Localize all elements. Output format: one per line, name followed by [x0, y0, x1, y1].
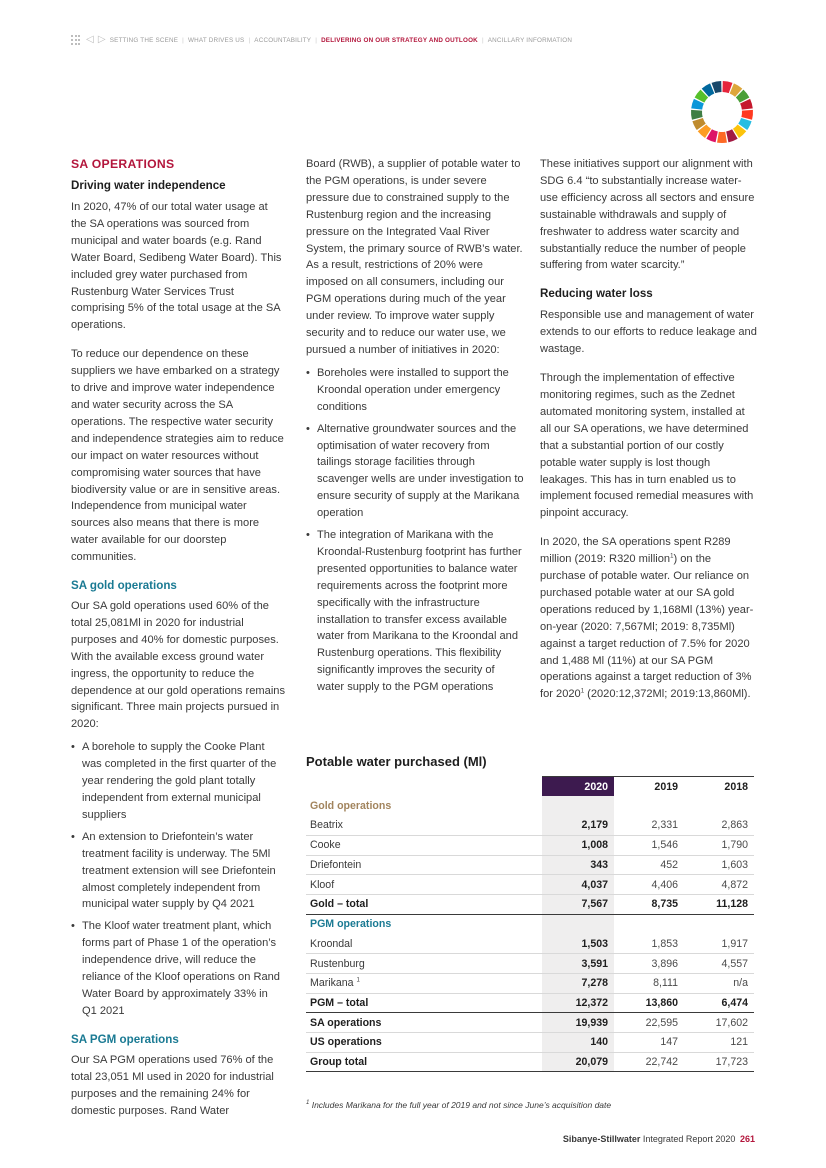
cell-2019: 22,742	[614, 1052, 684, 1072]
table-row	[306, 836, 754, 856]
group-row-gold	[306, 796, 754, 816]
cell-2020: 20,079	[542, 1052, 614, 1072]
total-row-gold	[306, 895, 754, 915]
table-title: Potable water purchased (Ml)	[306, 754, 487, 769]
row-label: Kloof	[306, 875, 542, 895]
header-blank	[306, 777, 542, 797]
page-footer	[563, 1134, 755, 1144]
row-label: PGM – total	[306, 993, 542, 1013]
cell-2020: 7,567	[542, 895, 614, 915]
paragraph: Board (RWB), a supplier of potable water to the PGM operations, is under severe pressure due to constrained supply to the Rustenburg region and the increasing pressure on the Integrated Vaal River System, the primary source of RWB’s water. As a result, restrictions of 20% were imposed on all consumers, including our PGM operations during much of the year under review. To improve water supply security and to reduce our water use, we pursued a number of initiatives in 2020:	[306, 158, 523, 356]
subheading-pgm-operations: SA PGM operations	[71, 1032, 179, 1046]
total-row-pgm	[306, 993, 754, 1013]
nav-setting-the-scene[interactable]: SETTING THE SCENE	[109, 36, 179, 44]
text-run: ) on the purchase of potable water. Our reliance on purchased potable water at our SA gold operations reduced by 1,168Ml (13%) year-on-year (2020: 7,567Ml; 2019: 8,735Ml) against a target reduction of 7.5% for 2020 and 1,488 Ml (11%) at our SA PGM operations against a target reduction of 3% for 2020	[540, 553, 754, 701]
footnote-text: Includes Marikana for the full year of 2019 and not since June’s acquisition date	[309, 1100, 612, 1110]
nav-divider: |	[315, 36, 318, 44]
list-item: • Boreholes were installed to support the Kroondal operation under emergency conditions	[306, 365, 524, 416]
table-row	[306, 816, 754, 836]
subheading-reducing-water-loss: Reducing water loss	[540, 287, 653, 301]
list-item: • The Kloof water treatment plant, which forms part of Phase 1 of the operation’s independence drive, will reduce the reliance of the Kloof operations on Rand Water Board by approximately 33% in Q1 2021	[71, 918, 285, 1019]
footnote-marker: 1	[356, 977, 360, 984]
back-arrow-icon[interactable]: ◁	[86, 34, 94, 45]
cell-2019: 2,331	[614, 816, 684, 836]
list-item: • Alternative groundwater sources and the optimisation of water recovery from tailings storage facilities through scavenger wells are under investigation to ensure security of supply at the Marikana operation	[306, 421, 524, 522]
forward-arrow-icon[interactable]: ▷	[97, 34, 106, 45]
cell-2018: 121	[684, 1032, 754, 1052]
nav-divider: |	[248, 36, 251, 44]
column-left	[71, 156, 285, 1131]
cell-2018: 1,917	[684, 934, 754, 954]
cell-2018: 17,723	[684, 1052, 754, 1072]
footnote-marker: 1	[306, 1100, 310, 1107]
cell-2020: 343	[542, 855, 614, 875]
cell-2020: 2,179	[542, 816, 614, 836]
cell-2019: 13,860	[614, 993, 684, 1013]
table-row	[306, 954, 754, 974]
cell-2018: 6,474	[684, 993, 754, 1013]
row-label: SA operations	[306, 1013, 542, 1033]
nav-divider: |	[182, 36, 184, 44]
row-label: Driefontein	[306, 855, 542, 875]
cell-2020: 7,278	[542, 973, 614, 993]
section-heading: SA OPERATIONS	[71, 157, 175, 171]
footnote-marker: 1	[580, 688, 585, 695]
row-label: Gold – total	[306, 895, 542, 915]
sdg-segment	[691, 110, 703, 120]
cell-2019: 147	[614, 1032, 684, 1052]
header-2018: 2018	[684, 777, 754, 797]
table-row-us	[306, 1032, 754, 1052]
cell-2018: 1,603	[684, 855, 754, 875]
table-header-row	[306, 777, 754, 797]
column-middle	[306, 156, 524, 708]
page-number: 261	[739, 1134, 755, 1144]
table-footnote	[306, 1100, 611, 1110]
cell-2019: 1,546	[614, 836, 684, 856]
nav-divider: |	[481, 36, 484, 44]
paragraph: In 2020, 47% of our total water usage at the SA operations was sourced from municipal and water boards (e.g. Rand Water Board, Sedibeng Water Board). This included grey water purchased from Rustenburg Water Services Trust comprising 5% of the total usage at the SA operations.	[71, 201, 282, 332]
potable-water-table	[306, 776, 754, 1072]
text-run: In 2020, the SA operations spent R289 million (2019: R320 million	[540, 536, 731, 566]
table-row	[306, 875, 754, 895]
header-2019: 2019	[614, 777, 684, 797]
nav-accountability[interactable]: ACCOUNTABILITY	[254, 36, 312, 44]
bullet-list	[306, 365, 524, 696]
sdg-wheel-icon	[689, 79, 755, 145]
paragraph: Through the implementation of effective monitoring regimes, such as the Zednet automated monitoring system, installed at all our SA operations, we have determined that a substantial portion of our costly potable water supply is lost though leakages. This has in turn enabled us to implement focused remedial measures with pinpoint accuracy.	[540, 372, 754, 520]
header-2020: 2020	[542, 777, 614, 797]
cell-2020: 1,503	[542, 934, 614, 954]
paragraph: These initiatives support our alignment with SDG 6.4 “to substantially increase water-use efficiency across all sectors and ensure sustainable withdrawals and supply of freshwater to address water scarcity and substantially reduce the number of people suffering from water scarcity.”	[540, 158, 755, 272]
list-item: • The integration of Marikana with the Kroondal-Rustenburg footprint has further presented opportunities to balance water requirements across the footprint more specifically with the infrastructure installation to transfer excess available water from Marikana to the Kroondal and Rustenburg operations. This flexibility significantly improves the security of water supply to the PGM operations	[306, 527, 524, 696]
bullet-list	[71, 739, 285, 1020]
cell-2018: n/a	[684, 973, 754, 993]
cell-2020: 140	[542, 1032, 614, 1052]
cell-2018: 4,557	[684, 954, 754, 974]
subheading-water-independence: Driving water independence	[71, 179, 226, 192]
footer-report: Integrated Report 2020	[640, 1134, 736, 1144]
cell-2019: 22,595	[614, 1013, 684, 1033]
cell-2019: 3,896	[614, 954, 684, 974]
row-label: Kroondal	[306, 934, 542, 954]
table-row	[306, 934, 754, 954]
paragraph: Our SA gold operations used 60% of the total 25,081Ml in 2020 for industrial purposes and 40% for domestic purposes. With the available excess ground water ingress, the opportunity to reduce the dependence at our gold operations remains significant. Three main projects pursued in 2020:	[71, 600, 286, 731]
sdg-segment	[717, 132, 727, 143]
row-label: US operations	[306, 1032, 542, 1052]
nav-what-drives-us[interactable]: WHAT DRIVES US	[188, 36, 245, 44]
paragraph: To reduce our dependence on these suppliers we have embarked on a strategy to drive and improve water independence and water security across the SA operations. The respective water security and independence strategies aim to reduce our impact on water resources without compromising water sources that have biodiversity value or are in sensitive areas. Independence from municipal water sources also means that there is more water available for our doorstep communities.	[71, 348, 284, 564]
footnote-marker: 1	[670, 553, 674, 560]
column-right	[540, 156, 758, 715]
nav-ancillary-information[interactable]: ANCILLARY INFORMATION	[487, 36, 573, 44]
row-label-text: Marikana	[310, 977, 354, 990]
group-label: Gold operations	[310, 800, 392, 813]
row-label	[306, 973, 542, 993]
cell-2020: 3,591	[542, 954, 614, 974]
cell-2018: 17,602	[684, 1013, 754, 1033]
cell-2020: 1,008	[542, 836, 614, 856]
nav-delivering-on-strategy[interactable]: DELIVERING ON OUR STRATEGY AND OUTLOOK	[321, 36, 478, 44]
cell-2018: 11,128	[684, 895, 754, 915]
cell-2019: 8,111	[614, 973, 684, 993]
row-label: Group total	[306, 1052, 542, 1072]
table-row	[306, 855, 754, 875]
subheading-gold-operations: SA gold operations	[71, 579, 177, 593]
cell-2019: 452	[614, 855, 684, 875]
cell-2018: 2,863	[684, 816, 754, 836]
paragraph	[540, 534, 758, 703]
cell-2019: 1,853	[614, 934, 684, 954]
footer-brand: Sibanye-Stillwater	[562, 1134, 641, 1144]
cell-2020: 12,372	[542, 993, 614, 1013]
group-row-pgm	[306, 914, 754, 934]
cell-2019: 4,406	[614, 875, 684, 895]
list-item: • An extension to Driefontein’s water treatment facility is underway. The 5Ml treatment extension will see Driefontein almost completely independent from municipal water supply by Q4 2021	[71, 829, 285, 914]
row-label: Rustenburg	[306, 954, 542, 974]
paragraph: Responsible use and management of water extends to our efforts to reduce leakage and wastage.	[540, 309, 757, 356]
group-label: PGM operations	[310, 918, 392, 931]
row-label: Cooke	[306, 836, 542, 856]
cell-2019: 8,735	[614, 895, 684, 915]
top-navigation	[71, 33, 572, 47]
cell-2018: 1,790	[684, 836, 754, 856]
cell-2020: 19,939	[542, 1013, 614, 1033]
grid-menu-icon[interactable]	[71, 35, 81, 45]
paragraph: Our SA PGM operations used 76% of the total 23,051 Ml used in 2020 for industrial purposes and the remaining 24% for domestic purposes. Rand Water	[71, 1053, 274, 1117]
table-row-group-total	[306, 1052, 754, 1072]
cell-2018: 4,872	[684, 875, 754, 895]
table-row	[306, 973, 754, 993]
cell-2020: 4,037	[542, 875, 614, 895]
table-row-sa	[306, 1013, 754, 1033]
sdg-segment	[741, 110, 753, 120]
text-run: (2020:12,372Ml; 2019:13,860Ml).	[584, 688, 751, 701]
list-item: • A borehole to supply the Cooke Plant was completed in the first quarter of the year rendering the gold plant totally independent from external municipal suppliers	[71, 739, 285, 824]
row-label: Beatrix	[306, 816, 542, 836]
